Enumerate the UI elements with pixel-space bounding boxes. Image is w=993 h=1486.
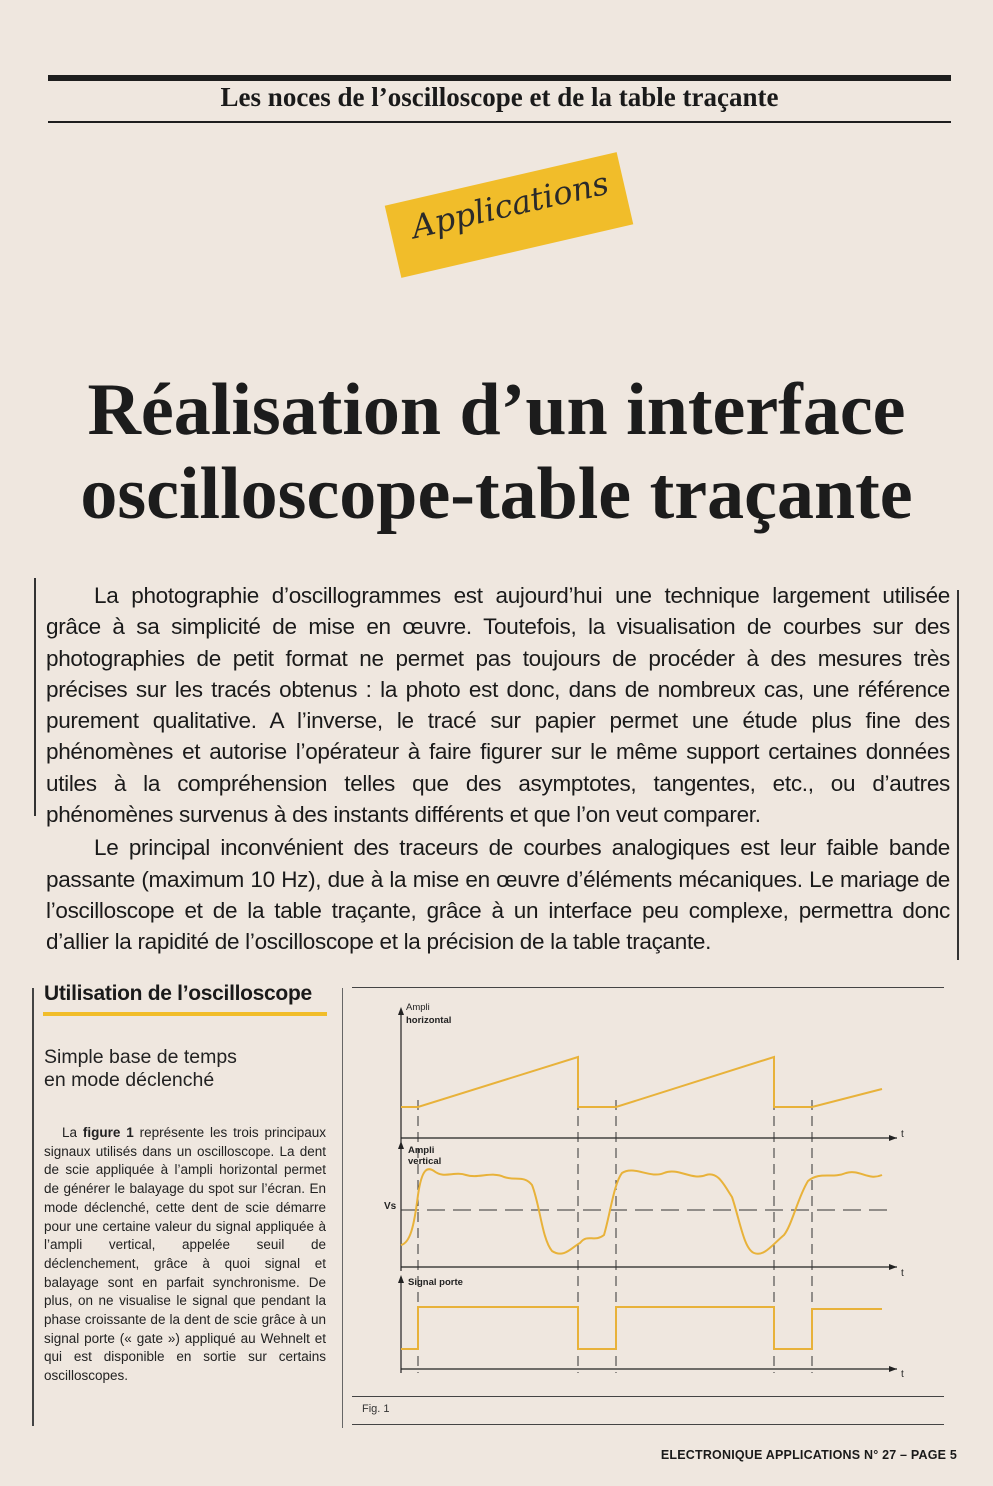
body-prefix: La [62, 1125, 83, 1140]
applications-tag-label: Applications [407, 163, 613, 247]
section-title: Utilisation de l’oscilloscope [44, 982, 312, 1005]
figure-1-diagram [352, 995, 944, 1395]
label-ampli-h-1: Ampli [406, 1002, 430, 1013]
label-t-2: t [901, 1268, 904, 1279]
label-ampli-v-1: Ampli [408, 1145, 435, 1156]
arrow-t-2 [889, 1264, 897, 1270]
subsection-title-line-2: en mode déclenché [44, 1069, 215, 1091]
page-footer: ELECTRONIQUE APPLICATIONS N° 27 – PAGE 5 [660, 1448, 957, 1462]
header-rule-bottom [48, 121, 951, 123]
arrow-gate [398, 1275, 404, 1283]
arrow-t-1 [889, 1135, 897, 1141]
figure-reference: figure 1 [82, 1125, 134, 1140]
column-left-rule [32, 988, 34, 1426]
label-ampli-v-2: vertical [408, 1156, 442, 1167]
intro-paragraph-2: Le principal inconvénient des traceurs de courbes analogiques est leur faible bande passante (maximum 10 Hz), due à la mise en œuvre d’éléments mécaniques. Le mariage de l’oscilloscope et de la table traçante, grâce à un interface peu complexe, permettra donc d’allier la rapidité de l’oscilloscope et la précision de la table traçante. [46, 835, 950, 955]
header-rule-top [48, 75, 951, 81]
figure-rule-top [352, 987, 944, 988]
section-underline [43, 1012, 327, 1016]
subsection-title-line-1: Simple base de temps [44, 1046, 237, 1068]
label-signal-porte: Signal porte [408, 1277, 463, 1288]
figure-caption-rule [352, 1424, 944, 1425]
vertical-signal-trace [401, 1169, 882, 1254]
running-header: Les noces de l’oscilloscope et de la table traçante [220, 82, 779, 112]
intro-text [46, 580, 950, 958]
body-paragraph-1 [44, 1124, 326, 1386]
gate-trace [401, 1307, 882, 1349]
intro-left-rule [34, 578, 36, 816]
body-column [44, 1124, 326, 1386]
arrow-ampli-h [398, 1007, 404, 1015]
label-t-1: t [901, 1129, 904, 1140]
label-vs: Vs [384, 1201, 397, 1212]
article-title-line-2: oscilloscope-table traçante [80, 453, 913, 535]
figure-rule-bottom [352, 1396, 944, 1397]
intro-paragraph-1: La photographie d’oscillogrammes est aujourd’hui une technique largement utilisée grâce à sa simplicité de mise en œuvre. Toutefois, la visualisation de courbes sur des photographies de petit format ne permet pas toujours de procéder à des mesures très précises sur les tracés obtenus : la photo est donc, dans de nombreux cas, une référence purement qualitative. A l’inverse, le tracé sur papier permet une étude plus fine des phénomènes et autorise l’opérateur à faire figurer sur le même support certaines données utiles à la compréhension telles que des asymptotes, tangentes, etc., ou d’autres phénomènes survenus à des instants différents et que l’on veut comparer. [46, 583, 950, 828]
intro-right-rule [957, 590, 959, 960]
column-divider [342, 988, 343, 1428]
article-title-line-1: Réalisation d’un interface [87, 369, 906, 451]
subsection-title [44, 1046, 237, 1092]
sawtooth-trace [401, 1057, 882, 1107]
label-ampli-h-2: horizontal [406, 1015, 452, 1026]
arrow-t-3 [889, 1366, 897, 1372]
label-t-3: t [901, 1369, 904, 1380]
article-title [40, 368, 953, 536]
arrow-ampli-v [398, 1141, 404, 1149]
body-text: représente les trois principaux signaux utilisés dans un oscilloscope. La dent de scie appliquée à l’ampli horizontal permet de générer le balayage du spot sur l’écran. En mode déclenché, cette dent de scie démarre pour une certaine valeur du signal appliquée à l’ampli vertical, appelée seuil de déclenchement, grâce à quoi signal et balayage sont en parfait synchronisme. De plus, on ne visualise le signal que pendant la phase croissante de la dent de scie grâce à un signal porte (« gate ») appliqué au Wehnelt et qui est disponible en sortie sur certains oscilloscopes. [44, 1125, 326, 1384]
figure-caption: Fig. 1 [362, 1403, 390, 1415]
